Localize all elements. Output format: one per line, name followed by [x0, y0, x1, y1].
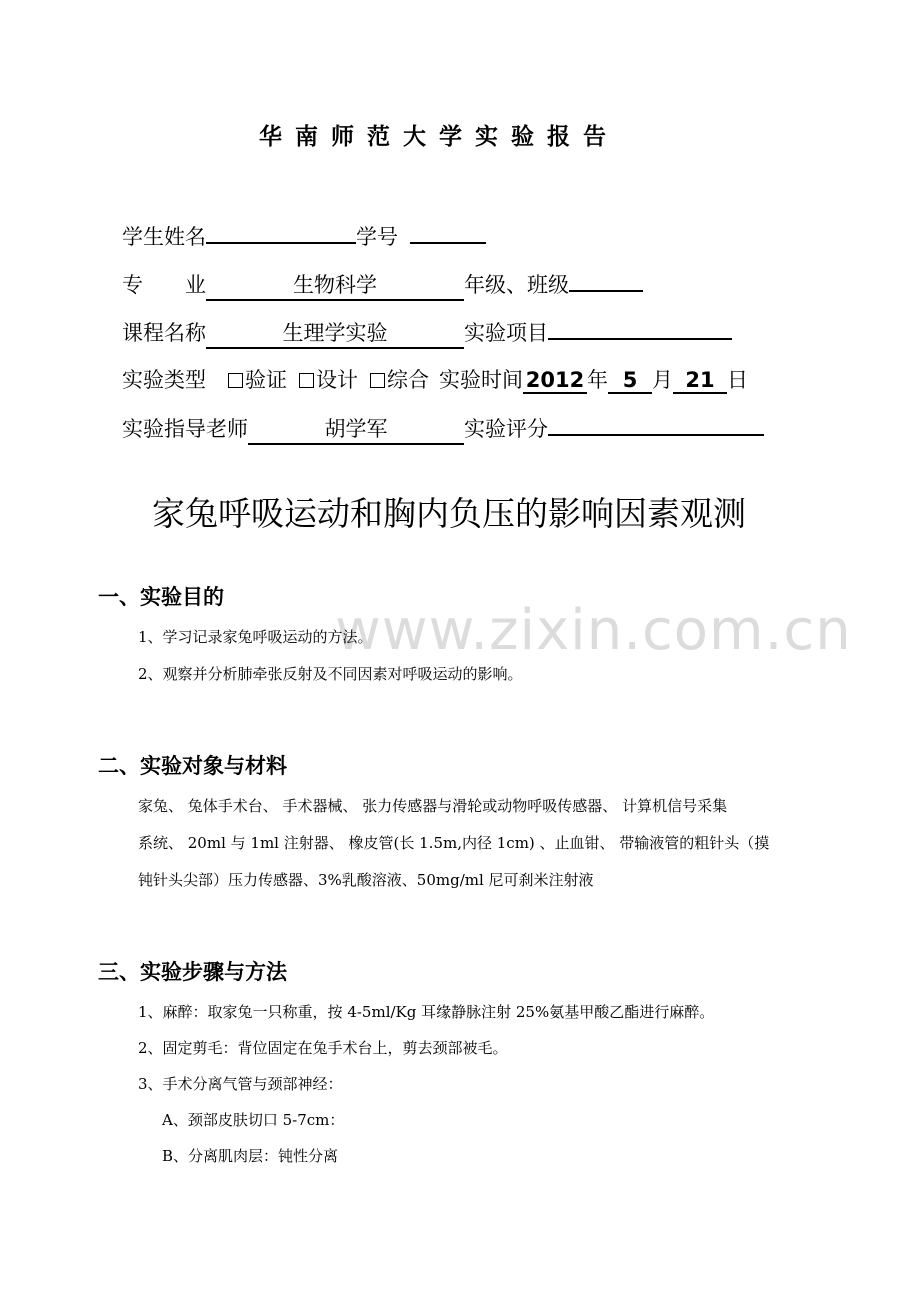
header-row-course: [122, 316, 732, 349]
year-unit: 年: [587, 368, 608, 392]
project-blank: [548, 316, 732, 340]
checkbox-comprehensive[interactable]: [370, 373, 385, 388]
score-blank: [548, 412, 764, 436]
type-option-design: 设计: [316, 368, 358, 392]
teacher-label: 实验指导老师: [122, 417, 248, 441]
student-id-label: 学号: [356, 225, 398, 249]
grade-class-blank: [569, 268, 643, 292]
type-option-comprehensive: 综合: [387, 368, 429, 392]
section-2-line: 系统、 20ml 与 1ml 注射器、 橡皮管(长 1.5m,内径 1cm) 、止血钳、 带输液管的粗针头（摸: [138, 834, 770, 852]
section-3-item: 1、麻醉：取家兔一只称重，按 4-5ml/Kg 耳缘静脉注射 25%氨基甲酸乙酯进行麻醉。: [138, 1003, 715, 1021]
section-3-item: 3、手术分离气管与颈部神经：: [138, 1075, 343, 1093]
section-1-item: 2、观察并分析肺牵张反射及不同因素对呼吸运动的影响。: [138, 665, 523, 683]
type-label: 实验类型: [122, 368, 206, 392]
teacher-value: 胡学军: [248, 413, 464, 445]
section-3-heading: 三、实验步骤与方法: [98, 960, 287, 984]
watermark: www.zixin.com.cn: [335, 598, 852, 663]
student-name-blank: [206, 220, 356, 244]
major-label: 专 业: [122, 273, 206, 297]
type-option-verify: 验证: [245, 368, 287, 392]
course-value: 生理学实验: [206, 317, 464, 349]
student-name-label: 学生姓名: [122, 225, 206, 249]
checkbox-design[interactable]: [299, 373, 314, 388]
major-value: 生物科学: [206, 269, 464, 301]
header-row-major: [122, 268, 643, 301]
section-3-subitem: A、颈部皮肤切口 5-7cm：: [162, 1111, 345, 1129]
score-label: 实验评分: [464, 417, 548, 441]
course-label: 课程名称: [122, 321, 206, 345]
section-3-item: 2、固定剪毛：背位固定在兔手术台上，剪去颈部被毛。: [138, 1039, 508, 1057]
student-id-blank: [410, 220, 486, 244]
checkbox-verify[interactable]: [228, 373, 243, 388]
time-label: 实验时间: [439, 368, 523, 392]
experiment-title: 家兔呼吸运动和胸内负压的影响因素观测: [152, 494, 746, 533]
section-3-subitem: B、分离肌肉层：钝性分离: [162, 1147, 339, 1165]
report-title: 华南师范大学实验报告: [259, 124, 619, 150]
year-value: 2012: [523, 368, 587, 394]
project-label: 实验项目: [464, 321, 548, 345]
section-2-line: 家兔、 兔体手术台、 手术器械、 张力传感器与滑轮或动物呼吸传感器、 计算机信号采集: [138, 797, 728, 815]
section-2-line: 钝针头尖部）压力传感器、3%乳酸溶液、50mg/ml 尼可刹米注射液: [138, 871, 594, 889]
header-row-name: [122, 220, 486, 251]
section-1-heading: 一、实验目的: [98, 585, 224, 609]
month-value: 5: [608, 368, 652, 394]
header-row-teacher: [122, 412, 764, 445]
section-2-heading: 二、实验对象与材料: [98, 754, 287, 778]
month-unit: 月: [652, 368, 673, 392]
section-1-item: 1、学习记录家兔呼吸运动的方法。: [138, 628, 373, 646]
day-value: 21: [673, 368, 727, 394]
day-unit: 日: [727, 368, 748, 392]
header-row-type: [122, 364, 748, 394]
grade-class-label: 年级、班级: [464, 273, 569, 297]
